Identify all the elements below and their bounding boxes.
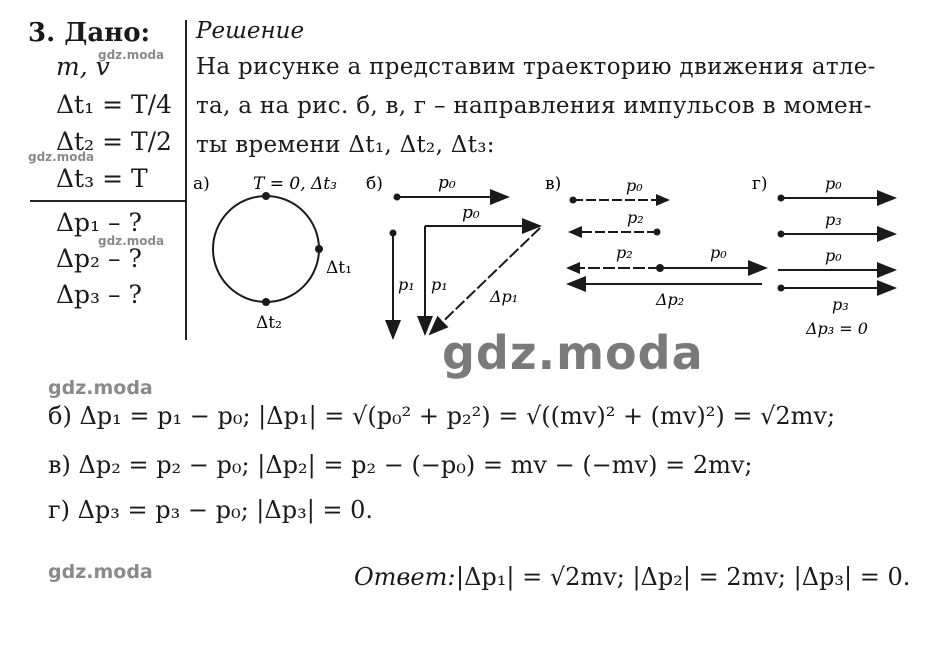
g-p0-label-b: p₀ <box>825 246 842 265</box>
given-line-dt2: Δt₂ = T/2 <box>56 127 172 156</box>
formula-v: в) Δp₂ = p₂ − p₀; |Δp₂| = p₂ − (−p₀) = mv − (−mv) = 2mv; <box>48 451 753 479</box>
watermark-4: gdz.moda <box>48 377 153 399</box>
b-p1-left-label: p₁ <box>398 275 415 294</box>
unknown-dp1: Δp₁ – ? <box>56 208 142 237</box>
given-line-mv: m, v <box>56 52 110 81</box>
v-p0-bottom-label: p₀ <box>710 243 727 262</box>
solution-line-3: ты времени Δt₁, Δt₂, Δt₃: <box>196 132 495 158</box>
b-dp1-label: Δp₁ <box>490 287 519 306</box>
watermark-3: gdz.moda <box>98 234 165 248</box>
b-p1-mid-label: p₁ <box>431 275 448 294</box>
v-dp2-label: Δp₂ <box>656 290 685 309</box>
panel-a-label: а) <box>193 174 210 194</box>
panel-g-label: г) <box>752 174 768 194</box>
g-p0-label-a: p₀ <box>825 174 842 193</box>
watermark-2: gdz.moda <box>28 150 95 164</box>
v-p2-bottom-label: p₂ <box>616 243 633 262</box>
point-right <box>315 245 323 253</box>
watermark-1: gdz.moda <box>98 48 165 62</box>
trajectory-circle <box>213 196 319 302</box>
solution-line-2: та, а на рис. б, в, г – направления импульсов в момен- <box>196 93 872 119</box>
label-dt2: Δt₂ <box>256 313 282 333</box>
b-p0-vec-label: p₀ <box>462 203 480 223</box>
answer-text: |Δp₁| = √2mv; |Δp₂| = 2mv; |Δp₃| = 0. <box>456 563 911 591</box>
solution-line-1: На рисунке а представим траекторию движения атле- <box>196 54 876 80</box>
answer-label: Ответ: <box>354 563 456 591</box>
watermark-5: gdz.moda <box>48 561 153 583</box>
v-p2-label: p₂ <box>627 208 644 227</box>
formula-g: г) Δp₃ = p₃ − p₀; |Δp₃| = 0. <box>48 496 374 524</box>
g-p3-label-a: p₃ <box>825 210 842 229</box>
point-bottom <box>262 298 270 306</box>
given-title: 3. Дано: <box>28 18 151 48</box>
formula-b: б) Δp₁ = p₁ − p₀; |Δp₁| = √(p₀² + p₂²) = √((mv)² + (mv)²) = √2mv; <box>48 402 836 430</box>
panel-b-label: б) <box>366 174 383 194</box>
watermark-big: gdz.moda <box>442 326 704 380</box>
unknown-dp2: Δp₂ – ? <box>56 244 142 273</box>
solution-heading: Решение <box>196 18 305 44</box>
label-t0-dt3: T = 0, Δt₃ <box>253 174 337 194</box>
panel-v-label: в) <box>545 174 562 194</box>
g-dp3-label: Δp₃ = 0 <box>806 319 868 338</box>
given-line-dt3: Δt₃ = T <box>56 164 148 193</box>
g-p3-label-b: p₃ <box>832 295 849 314</box>
given-line-dt1: Δt₁ = T/4 <box>56 90 172 119</box>
unknown-dp3: Δp₃ – ? <box>56 280 142 309</box>
b-p0-label: p₀ <box>438 173 456 193</box>
label-dt1: Δt₁ <box>326 258 352 278</box>
v-p0-label: p₀ <box>626 176 643 195</box>
